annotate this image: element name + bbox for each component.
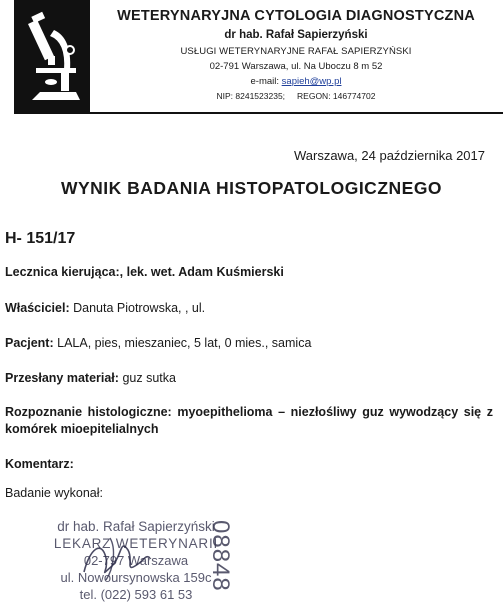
organization-name: WETERYNARYJNA CYTOLOGIA DIAGNOSTYCZNA bbox=[117, 8, 475, 24]
material-field bbox=[5, 371, 493, 385]
nip-number: NIP: 8241523235; bbox=[216, 91, 286, 101]
services-line: USŁUGI WETERYNARYJNE RAFAŁ SAPIERZYŃSKI bbox=[180, 46, 412, 57]
referring-clinic-label: Lecznica kierująca:, bbox=[5, 265, 124, 279]
patient-value: LALA, pies, mieszaniec, 5 lat, 0 mies., samica bbox=[57, 336, 312, 350]
patient-label: Pacjent: bbox=[5, 336, 54, 350]
diagnosis-value: myoepithelioma – niezłośliwy guz wywodzący się z komórek mioepitelialnych bbox=[5, 405, 493, 436]
email-line bbox=[96, 76, 496, 87]
owner-value: Danuta Piotrowska, , ul. bbox=[73, 301, 206, 315]
performed-by-field bbox=[5, 486, 493, 500]
tax-ids bbox=[96, 91, 496, 101]
comment-field bbox=[5, 457, 493, 471]
patient-field bbox=[5, 336, 493, 350]
regon-number: REGON: 146774702 bbox=[297, 91, 376, 101]
date-line: Warszawa, 24 października 2017 bbox=[293, 148, 485, 163]
referring-clinic-value: lek. wet. Adam Kuśmierski bbox=[126, 265, 284, 279]
comment-label: Komentarz: bbox=[5, 457, 74, 471]
diagnosis-field bbox=[5, 404, 493, 438]
material-value: guz sutka bbox=[122, 371, 176, 385]
header-divider bbox=[90, 112, 503, 114]
document-title: WYNIK BADANIA HISTOPATOLOGICZNEGO bbox=[60, 178, 443, 198]
owner-field bbox=[5, 301, 493, 315]
stamp-license-number bbox=[206, 520, 236, 600]
performed-by-label: Badanie wykonał: bbox=[5, 486, 103, 500]
stamp-line-street: ul. Nowoursynowska 159c bbox=[60, 570, 212, 585]
letterhead bbox=[0, 0, 503, 118]
stamp-number-text: 08848 bbox=[207, 520, 234, 592]
stamp-line-phone: tel. (022) 593 61 53 bbox=[79, 587, 193, 602]
owner-label: Właściciel: bbox=[5, 301, 70, 315]
address-line: 02-791 Warszawa, ul. Na Uboczu 8 m 52 bbox=[209, 61, 383, 72]
signature-image bbox=[76, 528, 156, 588]
microscope-icon bbox=[14, 0, 90, 114]
owner-name: dr hab. Rafał Sapierzyński bbox=[224, 29, 368, 41]
diagnosis-label: Rozpoznanie histologiczne: bbox=[5, 405, 172, 419]
email-label: e-mail: bbox=[250, 76, 280, 87]
logo bbox=[14, 0, 90, 114]
referring-clinic-field bbox=[5, 265, 493, 279]
email-link[interactable]: sapieh@wp.pl bbox=[281, 76, 342, 87]
stamp-line-title: LEKARZ WETERYNARII bbox=[53, 536, 219, 551]
case-number: H- 151/17 bbox=[5, 230, 76, 247]
stamp-line-name: dr hab. Rafał Sapierzyński bbox=[57, 519, 215, 534]
material-label: Przesłany materiał: bbox=[5, 371, 119, 385]
stamp-line-city: 02-797 Warszawa bbox=[83, 553, 189, 568]
